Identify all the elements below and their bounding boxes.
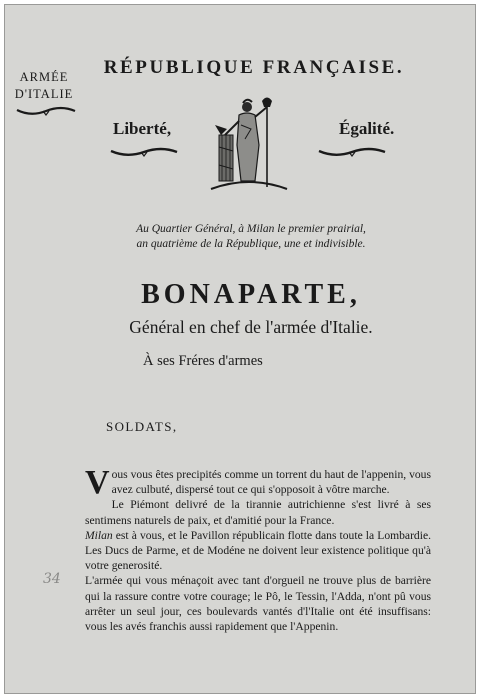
paragraph-3-text: est à vous, et le Pavillon républicain flotte dans toute la Lombardie. Les Ducs de Parme, et de Modéne ne doivent leur existence politique qu'à votre generosité. — [85, 528, 431, 573]
paragraph-2: Le Piémont delivré de la tirannie autrichienne s'est livré à ses sentimens naturels de paix, et d'amitié pour la France. — [85, 498, 431, 527]
general-en-chef-subtitle: Général en chef de l'armée d'Italie. — [129, 317, 373, 337]
republique-heading: RÉPUBLIQUE FRANÇAISE. — [103, 57, 405, 78]
liberty-figure-emblem-icon — [207, 95, 291, 193]
salutation: SOLDATS, — [106, 419, 178, 434]
paragraph-1-text: ous vous êtes precipités comme un torrent du haut de l'appenin, vous avez culbuté, dispersé tout ce qui s'opposoit à vôtre marche. — [111, 468, 431, 497]
drop-cap: V — [85, 464, 110, 501]
armee-italie-label — [11, 69, 77, 103]
margin-handwritten-mark: 34 — [43, 571, 61, 587]
dateline-line-2: an quatrième de la République, une et indivisible. — [136, 238, 366, 250]
paragraph-4: L'armée qui vous ménaçoit avec tant d'orgueil ne trouve plus de barrière qui la rassure contre votre courage; le Pô, le Tessin, l'Adda, n'ont pû vous arrêter un seul jour, ces boulevards vantés d'l'Italie ont été insuffisans: vous les avés franchis aussi rapidement que l'Appenin. — [85, 574, 431, 634]
proclamation-body — [85, 464, 431, 634]
ornament-flourish-icon — [15, 105, 77, 117]
paragraph-1 — [85, 464, 431, 501]
motto-liberte: Liberté, — [113, 119, 172, 138]
paragraph-3 — [85, 528, 431, 574]
ornament-flourish-icon — [109, 145, 179, 159]
bonaparte-title: BONAPARTE, — [141, 279, 361, 310]
dateline-line-1: Au Quartier Général, à Milan le premier prairial, — [136, 223, 366, 235]
motto-egalite: Égalité. — [339, 119, 395, 138]
armee-line-2: D'ITALIE — [14, 87, 74, 101]
address-line: À ses Fréres d'armes — [143, 353, 263, 369]
proclamation-page — [4, 4, 476, 694]
ornament-flourish-icon — [317, 145, 387, 159]
armee-line-1: ARMÉE — [19, 70, 69, 84]
paragraph-3-italic: Milan — [85, 528, 113, 542]
